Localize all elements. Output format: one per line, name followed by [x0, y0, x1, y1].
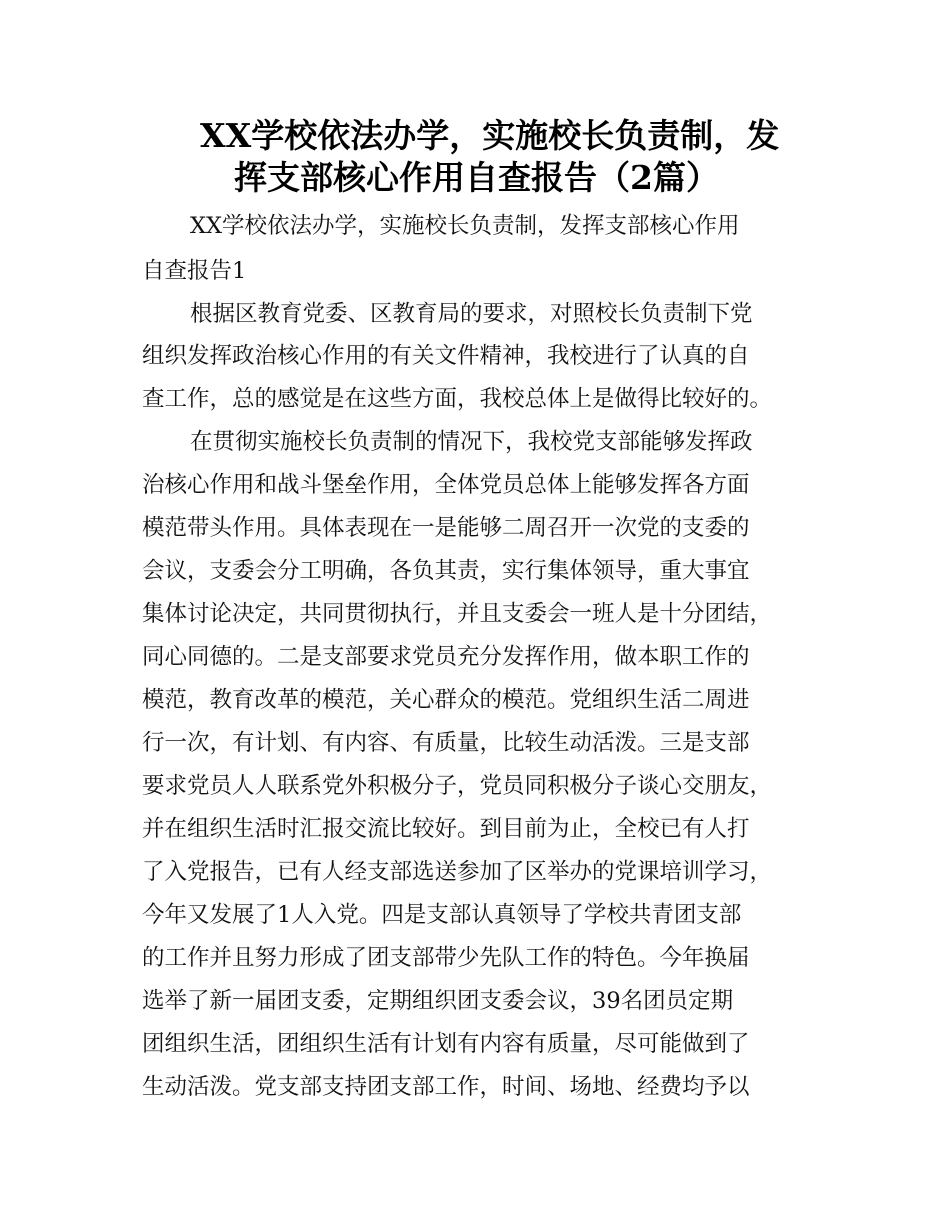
body-line: 了入党报告，已有人经支部选送参加了区举办的党课培训学习，: [142, 859, 773, 885]
body-line: 生动活泼。党支部支持团支部工作，时间、场地、经费均予以: [142, 1074, 750, 1100]
body-line: 组织发挥政治核心作用的有关文件精神，我校进行了认真的自: [142, 343, 750, 369]
body-line: 团组织生活，团组织生活有计划有内容有质量，尽可能做到了: [142, 1031, 750, 1057]
body-line: XX学校依法办学，实施校长负责制，发挥支部核心作用: [190, 213, 740, 239]
body-line: 今年又发展了1人入党。四是支部认真领导了学校共青团支部: [142, 902, 742, 928]
document-title-line-2: 挥支部核心作用自查报告（2篇）: [234, 158, 719, 197]
body-line: 查工作，总的感觉是在这些方面，我校总体上是做得比较好的。: [142, 386, 773, 412]
body-line: 模范带头作用。具体表现在一是能够二周召开一次党的支委的: [142, 515, 750, 541]
body-line: 自查报告1: [142, 258, 247, 284]
body-line: 治核心作用和战斗堡垒作用，全体党员总体上能够发挥各方面: [142, 472, 750, 498]
body-line: 根据区教育党委、区教育局的要求，对照校长负责制下党: [190, 301, 753, 327]
body-line: 会议，支委会分工明确，各负其责，实行集体领导，重大事宜: [142, 558, 750, 584]
body-line: 在贯彻实施校长负责制的情况下，我校党支部能够发挥政: [190, 429, 753, 455]
document-title-line-1: XX学校依法办学，实施校长负责制，发: [200, 116, 780, 155]
body-line: 行一次，有计划、有内容、有质量，比较生动活泼。三是支部: [142, 730, 750, 756]
body-line: 选举了新一届团支委，定期组织团支委会议，39名团员定期: [142, 988, 734, 1014]
body-line: 并在组织生活时汇报交流比较好。到目前为止，全校已有人打: [142, 816, 750, 842]
body-line: 集体讨论决定，共同贯彻执行，并且支委会一班人是十分团结，: [142, 601, 773, 627]
body-line: 的工作并且努力形成了团支部带少先队工作的特色。今年换届: [142, 945, 750, 971]
body-line: 要求党员人人联系党外积极分子，党员同积极分子谈心交朋友，: [142, 773, 773, 799]
body-line: 模范，教育改革的模范，关心群众的模范。党组织生活二周进: [142, 687, 750, 713]
body-line: 同心同德的。二是支部要求党员充分发挥作用，做本职工作的: [142, 644, 750, 670]
